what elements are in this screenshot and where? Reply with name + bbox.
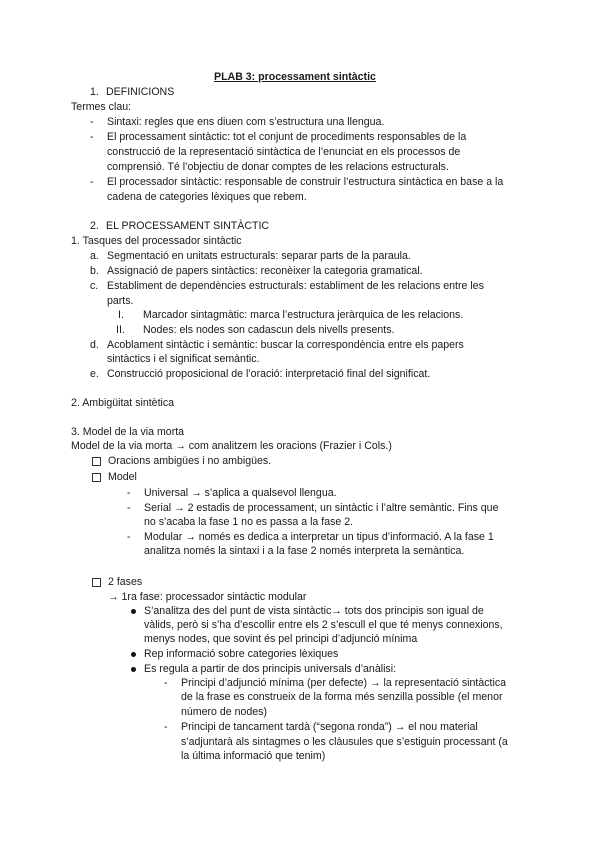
task-line: Construcció proposicional de l’oració: interpretació final del significat. [107,368,431,380]
definition-line: construcció de la representació sintàctica de l’enunciat en els processos de [107,146,461,158]
dash-marker: - [127,531,131,543]
definition-line: Sintaxi: regles que ens diuen com s’estructura una llengua. [107,116,385,128]
definition-line: comprensió. Té l’objectiu de donar comptes de les relacions estructurals. [107,161,449,173]
checkbox[interactable] [92,473,101,482]
dash-marker: - [127,487,131,499]
bullet-marker [131,609,136,614]
bullet-marker [131,667,136,672]
definition-line: cadena de categories lèxiques que rebem. [107,191,307,203]
subsection-heading: 2. Ambigüitat sintètica [71,397,175,409]
model-line: no s’acaba la fase 1 no es passa a la fase 2. [144,516,354,528]
bullet-line: Es regula a partir de dos principis universals d’anàlisi: [144,663,397,675]
task-line: parts. [107,295,134,307]
model-intro: Model de la via morta → com analitzem les oracions (Frazier i Cols.) [71,440,392,452]
bullet-marker [131,652,136,657]
model-line: Serial → 2 estadis de processament, un sintàctic i l’altre semàntic. Fins que [144,502,499,514]
dash-marker: - [127,502,131,514]
subsection-heading: 1. Tasques del processador sintàctic [71,235,242,247]
task-line: Establiment de dependències estructurals: establiment de les relacions entre les [107,280,484,292]
dash-marker: - [90,131,94,143]
checkbox-label: 2 fases [108,576,143,588]
bullet-line: vàlids, però si s’ha d’escollir entre els 2 s’escull el que té menys connexions, [144,619,503,631]
principle-line: número de nodes) [181,706,267,718]
checkbox[interactable] [92,457,101,466]
definition-line: El processament sintàctic: tot el conjunt de procediments responsables de la [107,131,467,143]
task-marker: c. [90,280,99,292]
task-marker: e. [90,368,99,380]
principle-line: s’adjuntarà als sintagmes o les clàusules que s’estiguin processant (a [181,736,508,748]
definition-line: El processador sintàctic: responsable de construir l’estructura sintàctica en base a la [107,176,504,188]
section-2-number: 2. [90,220,99,232]
task-line: Segmentació en unitats estructurals: separar parts de la paraula. [107,250,411,262]
checkbox[interactable] [92,578,101,587]
dash-marker: - [90,116,94,128]
key-terms-label: Termes clau: [71,101,132,113]
task-marker: a. [90,250,99,262]
principle-line: la última informació que tenim) [181,750,326,762]
checkbox-label: Model [108,471,137,483]
task-line: sintàctics i el significat semàntic. [107,353,260,365]
task-line: Assignació de papers sintàctics: reconèixer la categoria gramatical. [107,265,423,277]
model-line: Universal → s’aplica a qualsevol llengua. [144,487,337,499]
section-2-heading: EL PROCESSAMENT SINTÀCTIC [106,220,270,232]
task-marker: d. [90,339,99,351]
section-1-heading: DEFINICIONS [106,86,175,98]
principle-line: Principi de tancament tardà (“segona ronda”) → el nou material [181,721,478,733]
checkbox-label: Oracions ambigües i no ambigües. [108,455,272,467]
task-line: Acoblament sintàctic i semàntic: buscar la correspondència entre els papers [107,339,464,351]
page-title: PLAB 3: processament sintàctic [214,71,376,83]
dash-marker: - [164,677,168,689]
bullet-line: Rep informació sobre categories lèxiques [144,648,339,660]
dash-marker: - [90,176,94,188]
bullet-line: menys nodes, que sovint és pel principi d’adjunció mínima [144,633,418,645]
model-line: Modular → només es dedica a interpretar un tipus d’informació. A la fase 1 [144,531,494,543]
principle-line: de la frase es construeix de la forma més senzilla possible (el menor [181,691,503,703]
roman-line: Marcador sintagmàtic: marca l’estructura jeràrquica de les relacions. [143,309,464,321]
dash-marker: - [164,721,168,733]
phase-1-line: → 1ra fase: processador sintàctic modular [108,591,307,603]
task-marker: b. [90,265,99,277]
roman-marker: II. [116,324,125,336]
roman-line: Nodes: els nodes son cadascun dels nivells presents. [143,324,395,336]
bullet-line: S’analitza des del punt de vista sintàctic→ tots dos principis son igual de [144,605,484,617]
principle-line: Principi d’adjunció mínima (per defecte) → la representació sintàctica [181,677,507,689]
section-1-number: 1. [90,86,99,98]
roman-marker: I. [118,309,124,321]
model-line: analitza només la sintaxi i a la fase 2 només interpreta la semàntica. [144,545,465,557]
subsection-heading: 3. Model de la via morta [71,426,185,438]
